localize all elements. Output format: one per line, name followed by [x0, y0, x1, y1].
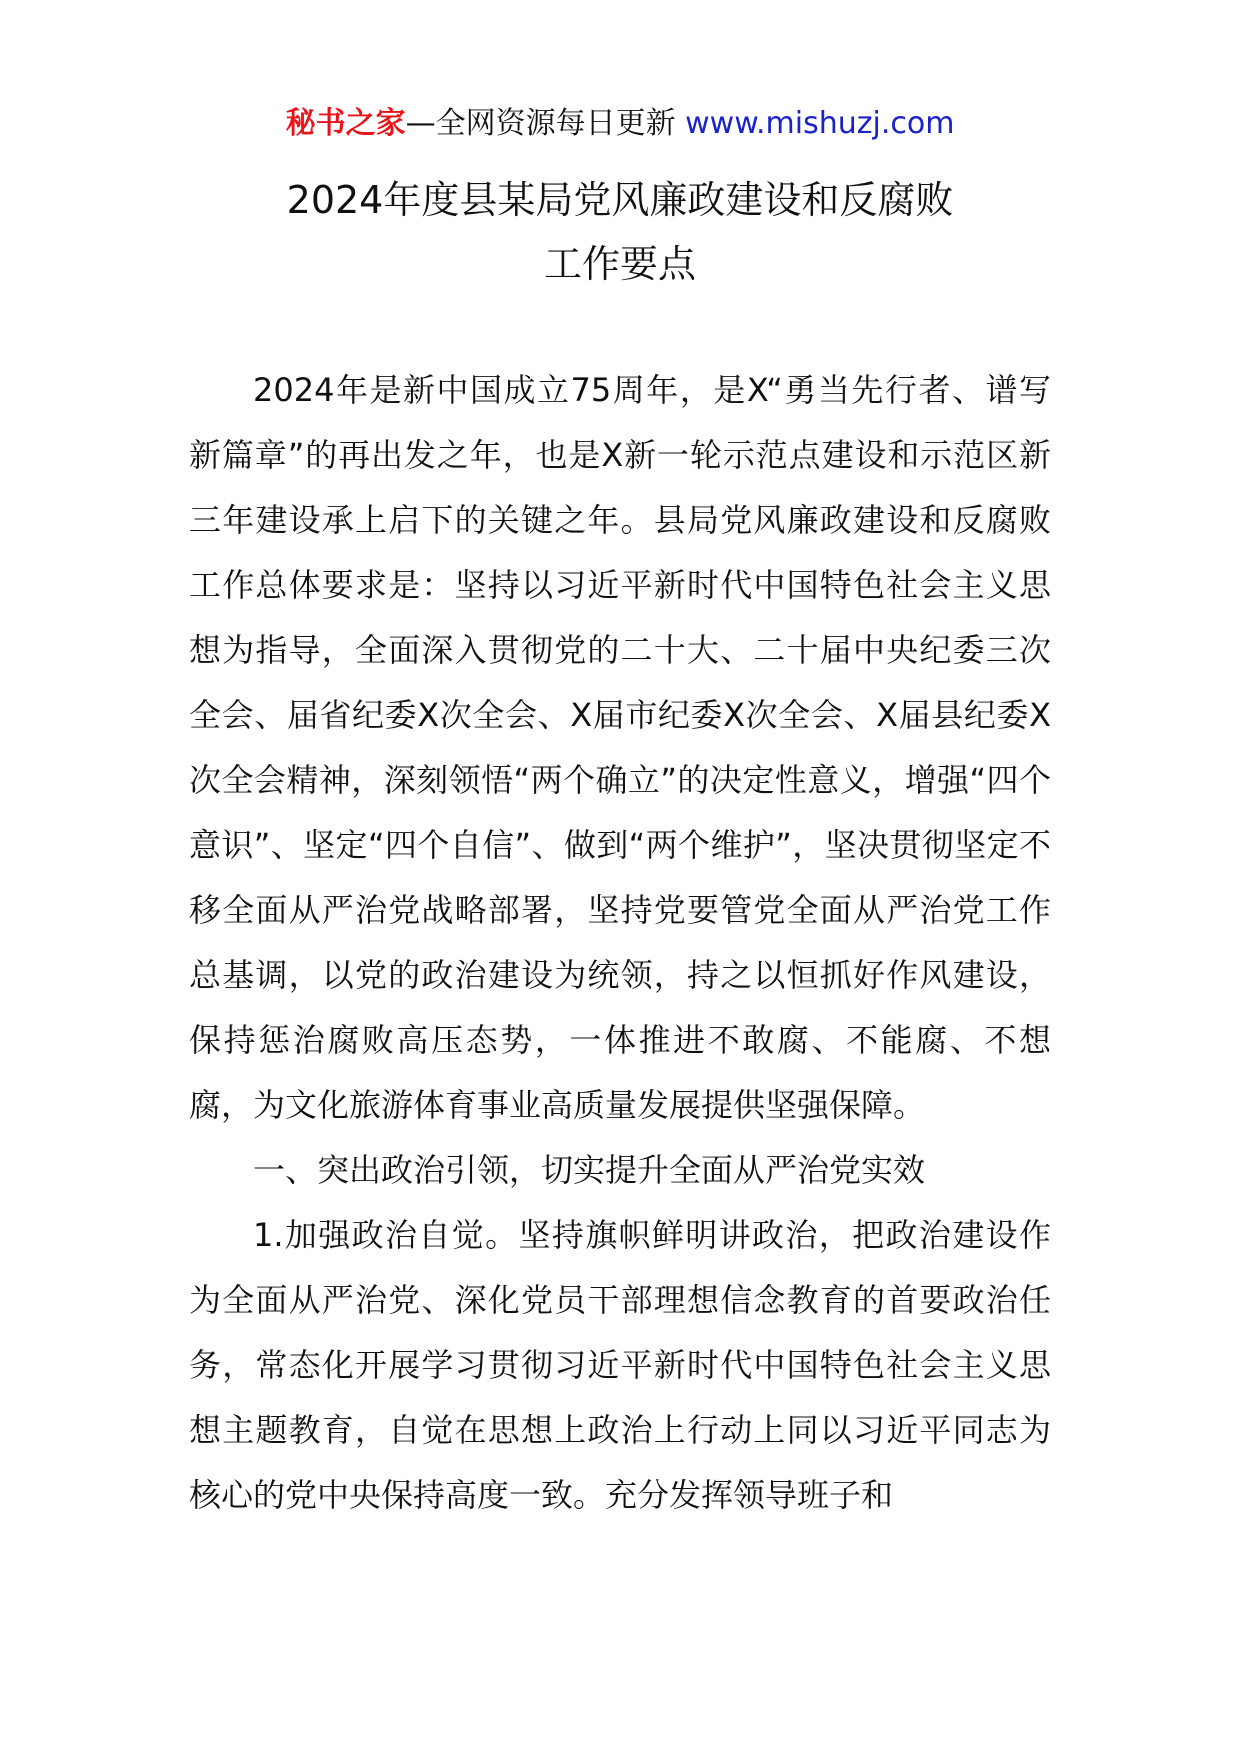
section-heading: 一、突出政治引领，切实提升全面从严治党实效 [253, 1151, 926, 1189]
document-body [189, 358, 1051, 1528]
title-line-2: 工作要点 [543, 242, 696, 286]
item-paragraph: 1.加强政治自觉。坚持旗帜鲜明讲政治，把政治建设作为全面从严治党、深化党员干部理想信念教育的首要政治任务，常态化开展学习贯彻习近平新时代中国特色社会主义思想主题教育，自觉在思想上政治上行动上同以习近平同志为核心的党中央保持高度一致。充分发挥领导班子和 [189, 1216, 1051, 1514]
intro-paragraph: 2024年是新中国成立75周年，是X“勇当先行者、谱写新篇章”的再出发之年，也是X新一轮示范点建设和示范区新三年建设承上启下的关键之年。县局党风廉政建设和反腐败工作总体要求是：坚持以习近平新时代中国特色社会主义思想为指导，全面深入贯彻党的二十大、二十届中央纪委三次全会、届省纪委X次全会、X届市纪委X次全会、X届县纪委X次全会精神，深刻领悟“两个确立”的决定性意义，增强“四个意识”、坚定“四个自信”、做到“两个维护”，坚决贯彻坚定不移全面从严治党战略部署，坚持党要管党全面从严治党工作总基调，以党的政治建设为统领，持之以恒抓好作风建设，保持惩治腐败高压态势，一体推进不敢腐、不能腐、不想腐，为文化旅游体育事业高质量发展提供坚强保障。 [189, 371, 1051, 1124]
header-tagline: —全网资源每日更新 [405, 106, 676, 141]
site-url-link[interactable]: www.mishuzj.com [685, 106, 955, 141]
title-line-1: 2024年度县某局党风廉政建设和反腐败 [286, 178, 954, 222]
site-header [0, 102, 1240, 146]
document-title [0, 168, 1240, 296]
brand-name: 秘书之家 [285, 106, 406, 141]
